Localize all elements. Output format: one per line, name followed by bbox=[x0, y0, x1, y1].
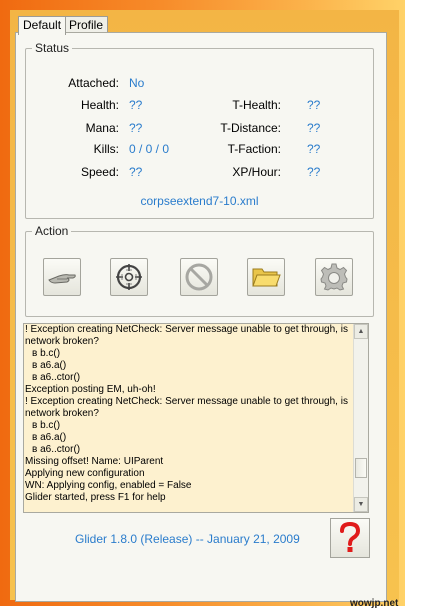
xp-hour-label: XP/Hour: bbox=[232, 165, 281, 179]
speed-label: Speed: bbox=[80, 165, 119, 179]
action-button-hand[interactable] bbox=[43, 258, 81, 296]
log-line: в b.c() bbox=[32, 420, 61, 431]
t-distance-label: T-Distance: bbox=[220, 121, 281, 135]
log-line: Exception posting EM, uh-oh! bbox=[25, 384, 156, 395]
watermark-text: wowjp.net bbox=[350, 598, 399, 609]
status-group bbox=[25, 41, 374, 219]
health-label: Health: bbox=[80, 98, 119, 112]
action-button-open[interactable] bbox=[247, 258, 285, 296]
scroll-thumb[interactable] bbox=[355, 458, 367, 478]
version-label: Glider 1.8.0 (Release) -- January 21, 2009 bbox=[75, 532, 300, 546]
log-line: Applying new configuration bbox=[25, 468, 145, 479]
log-line: в a6.a() bbox=[32, 360, 67, 371]
help-button[interactable] bbox=[330, 518, 370, 558]
action-button-stop[interactable] bbox=[180, 258, 218, 296]
log-line: network broken? bbox=[25, 336, 99, 347]
t-distance-value: ?? bbox=[307, 121, 321, 135]
log-line: WN: Applying config, enabled = False bbox=[25, 480, 192, 491]
tab-default[interactable]: Default bbox=[18, 16, 66, 35]
t-faction-value: ?? bbox=[307, 142, 321, 156]
log-line: Glider started, press F1 for help bbox=[25, 492, 166, 503]
speed-value: ?? bbox=[129, 165, 143, 179]
scroll-up-arrow-icon[interactable]: ▲ bbox=[354, 324, 368, 339]
log-line: в a6.a() bbox=[32, 432, 67, 443]
stop-icon bbox=[184, 262, 214, 292]
log-line: в a6..ctor() bbox=[32, 444, 81, 455]
folder-icon bbox=[251, 264, 281, 290]
tab-profile[interactable]: Profile bbox=[64, 16, 108, 34]
action-button-target[interactable] bbox=[110, 258, 148, 296]
t-health-value: ?? bbox=[307, 98, 321, 112]
action-group-title: Action bbox=[32, 224, 71, 238]
xp-hour-value: ?? bbox=[307, 165, 321, 179]
crosshair-icon bbox=[114, 262, 144, 292]
scroll-down-arrow-icon[interactable]: ▼ bbox=[354, 497, 368, 512]
mana-label: Mana: bbox=[85, 121, 119, 135]
hand-icon bbox=[47, 266, 77, 288]
kills-value: 0 / 0 / 0 bbox=[129, 142, 170, 156]
question-mark-icon bbox=[337, 522, 363, 554]
t-faction-label: T-Faction: bbox=[227, 142, 281, 156]
mana-value: ?? bbox=[129, 121, 143, 135]
log-output[interactable] bbox=[23, 323, 369, 513]
kills-label: Kills: bbox=[93, 142, 119, 156]
log-line: Missing offset! Name: UIParent bbox=[25, 456, 164, 467]
gear-icon bbox=[319, 262, 349, 292]
log-line: ! Exception creating NetCheck: Server message unable to get through, is bbox=[25, 324, 348, 335]
health-value: ?? bbox=[129, 98, 143, 112]
log-scrollbar[interactable] bbox=[353, 324, 368, 512]
attached-value: No bbox=[129, 76, 145, 90]
t-health-label: T-Health: bbox=[232, 98, 281, 112]
attached-label: Attached: bbox=[68, 76, 119, 90]
log-line: ! Exception creating NetCheck: Server message unable to get through, is bbox=[25, 396, 348, 407]
log-line: в a6..ctor() bbox=[32, 372, 81, 383]
profile-file-link[interactable]: corpseextend7-10.xml bbox=[140, 194, 259, 208]
log-line: network broken? bbox=[25, 408, 99, 419]
log-line: в b.c() bbox=[32, 348, 61, 359]
action-button-settings[interactable] bbox=[315, 258, 353, 296]
status-group-title: Status bbox=[32, 41, 72, 55]
